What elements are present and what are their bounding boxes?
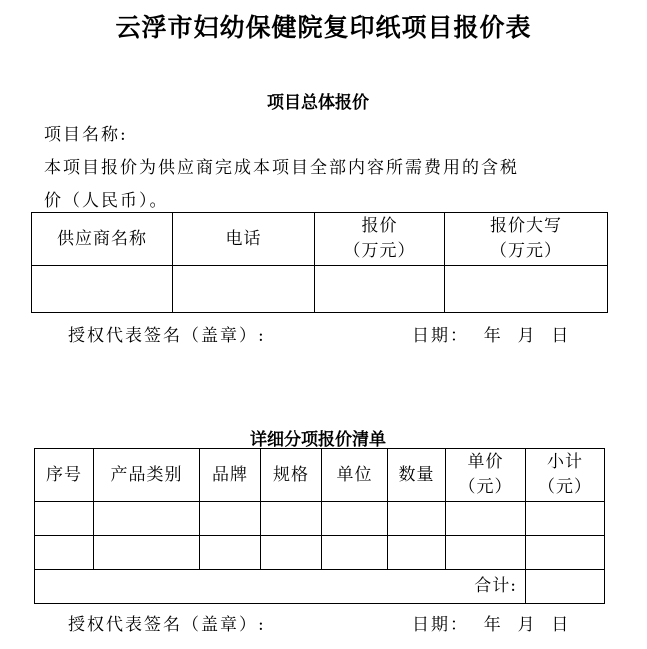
total-value-cell[interactable] [526,570,605,604]
date-label: 日期： 年 月 日 [412,326,571,346]
summary-header-row [32,213,608,266]
header-price-uppercase [445,213,608,266]
brand-cell[interactable] [200,502,261,536]
header-price [315,213,445,266]
spec-cell[interactable] [261,536,322,570]
detail-signature-label: 授权代表签名（盖章）: [68,615,266,635]
header-subtotal [526,449,605,502]
unit-price-cell[interactable] [446,536,526,570]
total-label: 合计: [35,570,526,604]
signature-label: 授权代表签名（盖章）: [68,326,266,346]
detail-table [34,448,605,604]
summary-table [31,212,608,313]
subtotal-cell[interactable] [526,536,605,570]
product-category-cell[interactable] [94,502,200,536]
supplier-name-cell[interactable] [32,266,173,313]
header-unit-price-line2: （元） [458,477,513,497]
quantity-cell[interactable] [388,502,446,536]
table-row [35,536,605,570]
header-price-line1: 报价 [361,216,398,236]
summary-heading: 项目总体报价 [267,93,369,113]
quote-note-line2: 价（人民币）。 [44,191,169,211]
product-category-cell[interactable] [94,536,200,570]
header-price-uppercase-line2: （万元） [490,241,562,261]
page-title: 云浮市妇幼保健院复印纸项目报价表 [115,13,532,42]
quote-note-line1: 本项目报价为供应商完成本项目全部内容所需费用的含税 [44,158,519,178]
project-name-label: 项目名称: [44,125,128,145]
table-row [35,502,605,536]
subtotal-cell[interactable] [526,502,605,536]
header-spec: 规格 [261,449,322,502]
header-price-line2: （万元） [343,241,416,261]
price-uppercase-cell[interactable] [445,266,608,313]
unit-price-cell[interactable] [446,502,526,536]
brand-cell[interactable] [200,536,261,570]
detail-date-label: 日期： 年 月 日 [412,615,571,635]
header-unit-price-line1: 单价 [467,452,504,472]
header-subtotal-line1: 小计 [547,452,583,472]
detail-header-row [35,449,605,502]
detail-heading: 详细分项报价清单 [250,430,386,450]
header-product-category: 产品类别 [94,449,200,502]
header-price-uppercase-line1: 报价大写 [490,216,562,236]
header-phone: 电话 [173,213,315,266]
unit-cell[interactable] [322,536,388,570]
summary-entry-row [32,266,608,313]
spec-cell[interactable] [261,502,322,536]
unit-cell[interactable] [322,502,388,536]
header-quantity: 数量 [388,449,446,502]
serial-no-cell[interactable] [35,536,94,570]
header-brand: 品牌 [200,449,261,502]
header-supplier-name: 供应商名称 [32,213,173,266]
total-row [35,570,605,604]
header-unit: 单位 [322,449,388,502]
quantity-cell[interactable] [388,536,446,570]
header-serial-no: 序号 [35,449,94,502]
header-unit-price [446,449,526,502]
phone-cell[interactable] [173,266,315,313]
serial-no-cell[interactable] [35,502,94,536]
price-cell[interactable] [315,266,445,313]
header-subtotal-line2: （元） [538,477,592,497]
